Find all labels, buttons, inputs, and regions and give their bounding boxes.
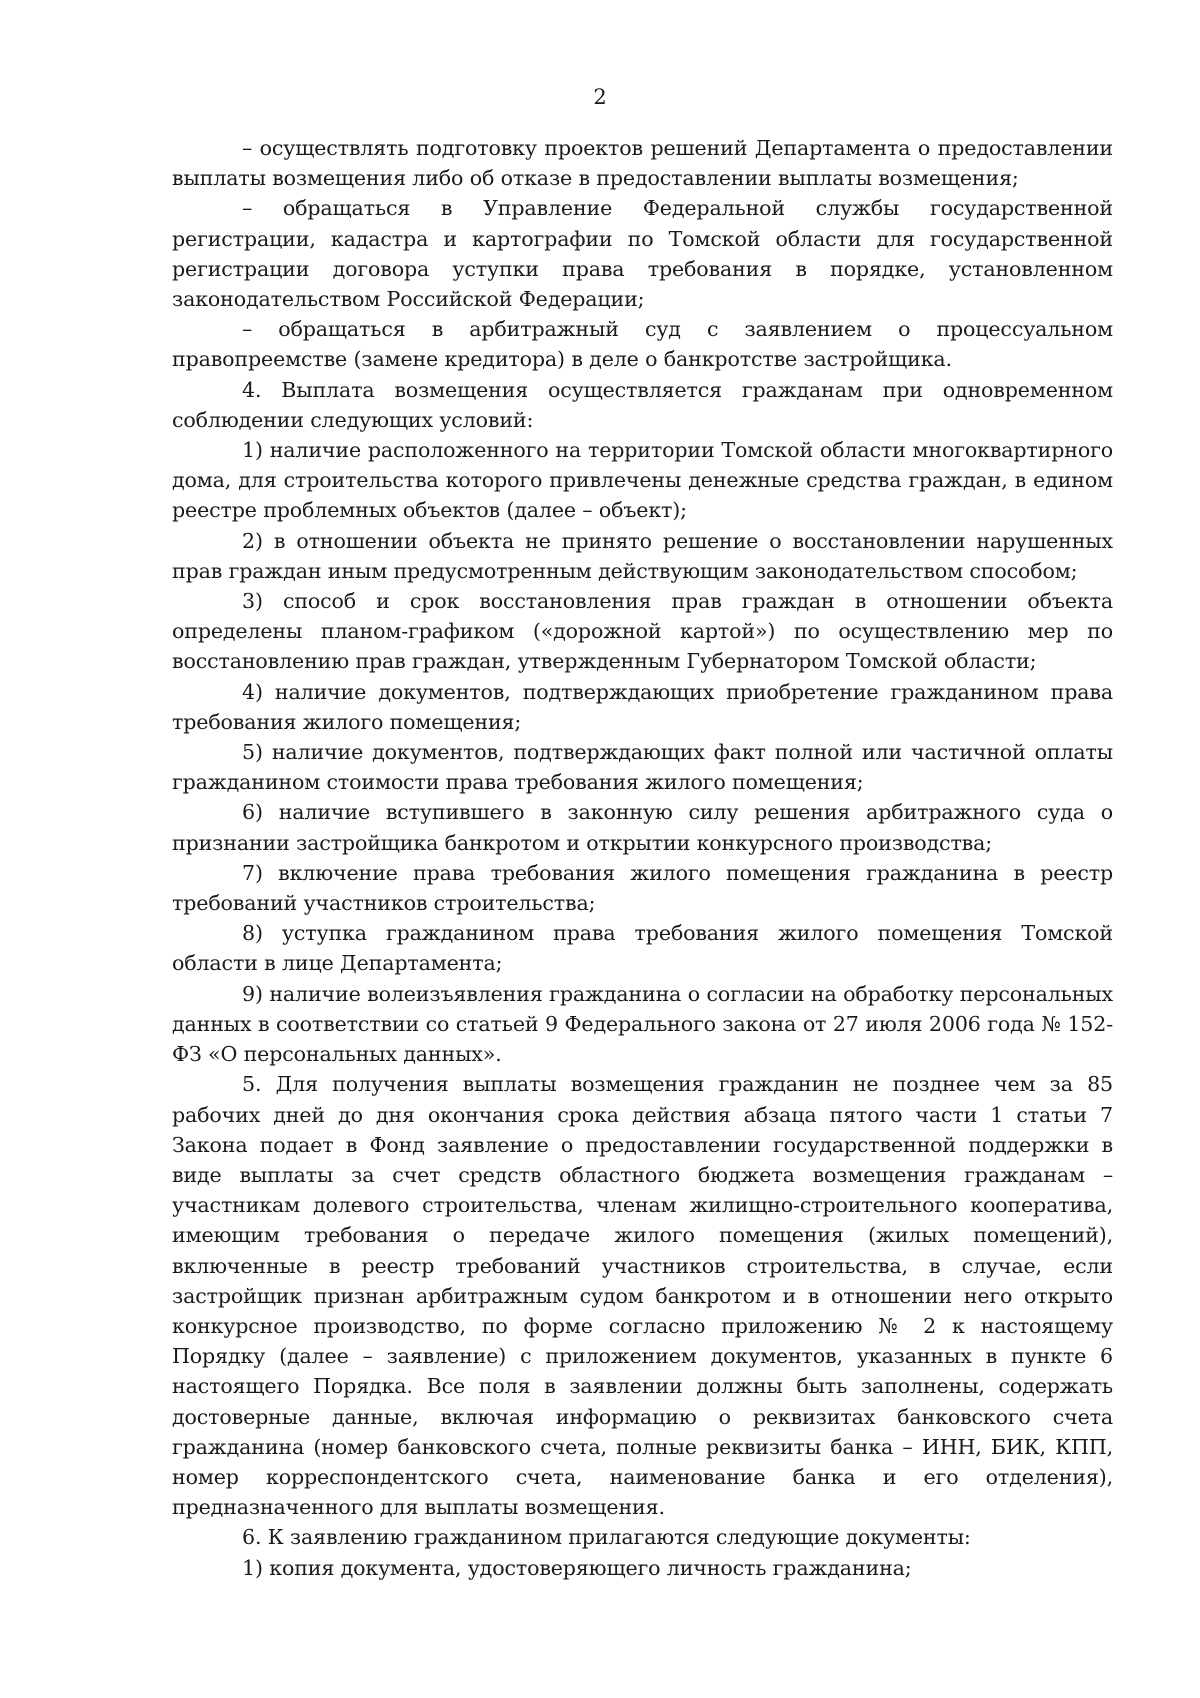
paragraph-dept-duty-prepare: – осуществлять подготовку проектов решений Департамента о предоставлении выплаты возмещения либо об отказе в предоставлении выплаты возмещения; [172, 136, 1113, 191]
paragraph-condition-3: 3) способ и срок восстановления прав граждан в отношении объекта определены планом-графиком («дорожной картой») по осуществлению мер по восстановлению прав граждан, утвержденным Губернатором Томской области; [172, 589, 1113, 674]
paragraph-condition-7: 7) включение права требования жилого помещения гражданина в реестр требований участников строительства; [172, 860, 1113, 916]
paragraph-dept-duty-registration: – обращаться в Управление Федеральной службы государственной регистрации, кадастра и картографии по Томской области для государственной регистрации договора уступки права требования в порядке, установленном законодательством Российской Федерации; [172, 196, 1113, 312]
document-body [172, 133, 1113, 1583]
paragraph-condition-1: 1) наличие расположенного на территории Томской области многоквартирного дома, для строительства которого привлечены денежные средства граждан, в едином реестре проблемных объектов (далее – объект); [172, 438, 1113, 523]
paragraph-section-5: 5. Для получения выплаты возмещения гражданин не позднее чем за 85 рабочих дней до дня окончания срока действия абзаца пятого части 1 статьи 7 Закона подает в Фонд заявление о предоставлении государственной поддержки в виде выплаты за счет средств областного бюджета возмещения гражданам – участникам долевого строительства, членам жилищно-строительного кооператива, имеющим требования о передаче жилого помещения (жилых помещений), включенные в реестр требований участников строительства, в случае, если застройщик признан арбитражным судом банкротом и в отношении него открыто конкурсное производство, по форме согласно приложению № 2 к настоящему Порядку (далее – заявление) с приложением документов, указанных в пункте 6 настоящего Порядка. Все поля в заявлении должны быть заполнены, содержать достоверные данные, включая информацию о реквизитах банковского счета гражданина (номер банковского счета, полные реквизиты банка – ИНН, БИК, КПП, номер корреспондентского счета, наименование банка и его отделения), предназначенного для выплаты возмещения. [172, 1072, 1113, 1520]
paragraph-dept-duty-court: – обращаться в арбитражный суд с заявлением о процессуальном правопреемстве (замене кредитора) в деле о банкротстве застройщика. [172, 317, 1113, 372]
page-number: 2 [593, 85, 607, 109]
paragraph-condition-6: 6) наличие вступившего в законную силу решения арбитражного суда о признании застройщика банкротом и открытии конкурсного производства; [172, 800, 1113, 855]
paragraph-document-1: 1) копия документа, удостоверяющего личность гражданина; [242, 1555, 912, 1580]
paragraph-section-6: 6. К заявлению гражданином прилагаются следующие документы: [242, 1525, 971, 1550]
paragraph-section-4: 4. Выплата возмещения осуществляется гражданам при одновременном соблюдении следующих условий: [172, 377, 1113, 432]
paragraph-condition-9: 9) наличие волеизъявления гражданина о согласии на обработку персональных данных в соответствии со статьей 9 Федерального закона от 27 июля 2006 года № 152-ФЗ «О персональных данных». [172, 981, 1113, 1067]
paragraph-condition-2: 2) в отношении объекта не принято решение о восстановлении нарушенных прав граждан иным предусмотренным действующим законодательством способом; [172, 528, 1113, 583]
paragraph-condition-4: 4) наличие документов, подтверждающих приобретение гражданином права требования жилого помещения; [172, 679, 1113, 734]
paragraph-condition-5: 5) наличие документов, подтверждающих факт полной или частичной оплаты гражданином стоимости права требования жилого помещения; [172, 740, 1113, 795]
paragraph-condition-8: 8) уступка гражданином права требования жилого помещения Томской области в лице Департамента; [172, 921, 1113, 976]
